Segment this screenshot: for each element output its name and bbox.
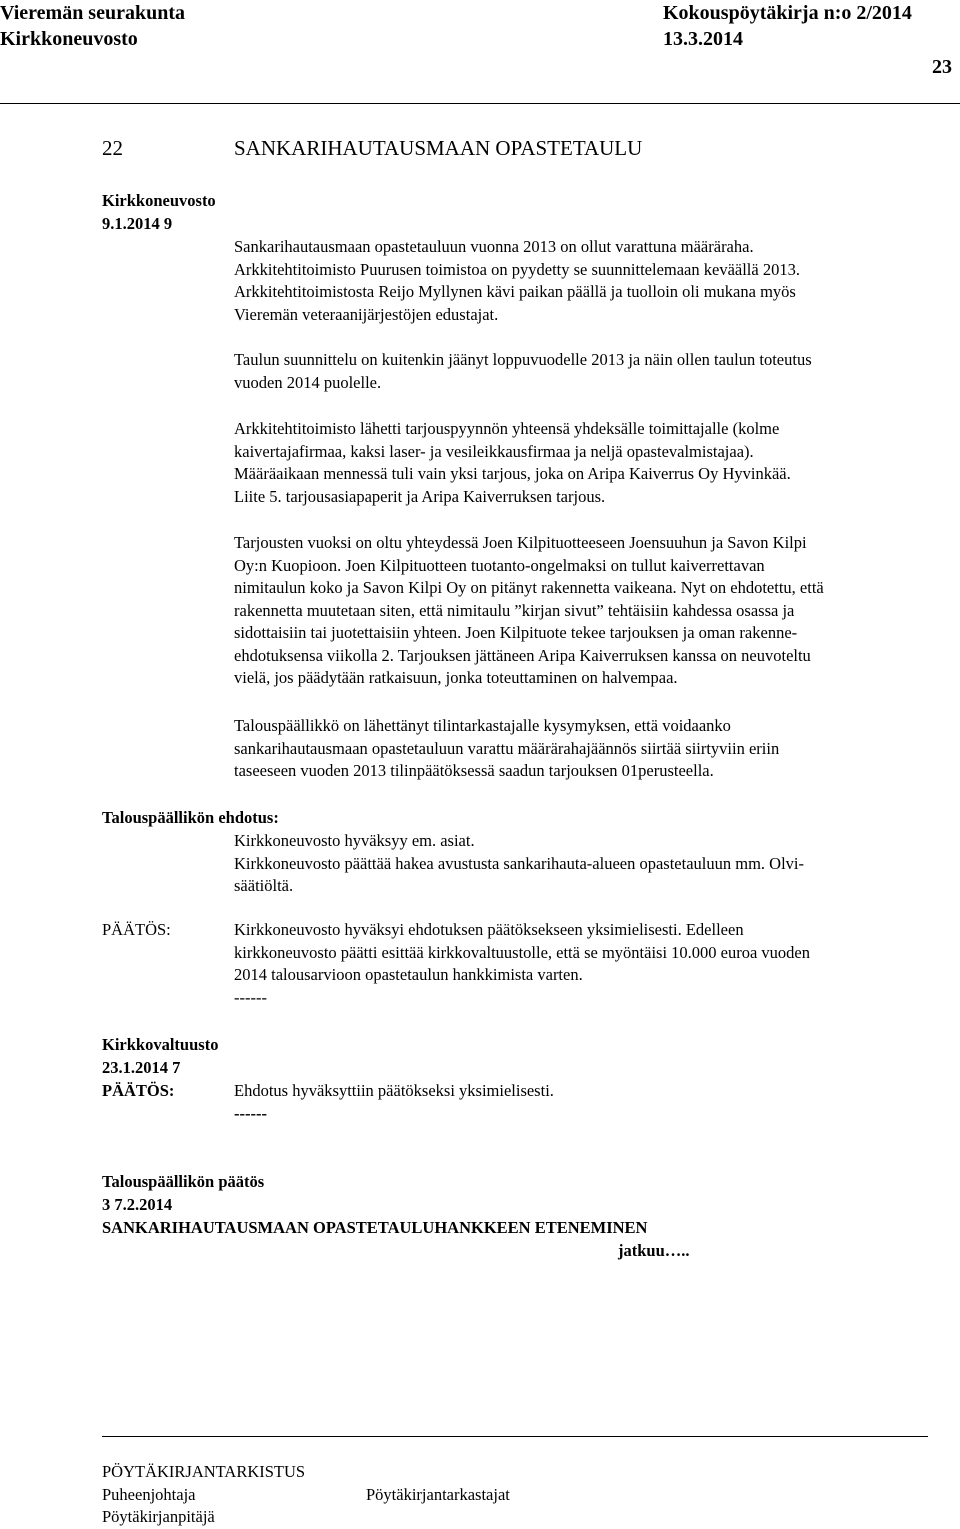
finance-ref: 3 7.2.2014	[102, 1195, 173, 1214]
text-line: nimitaulun koko ja Savon Kilpi Oy on pitänyt rakennetta vaikeana. Nyt on ehdotettu, että	[234, 578, 824, 597]
council-ref: 23.1.2014 7	[102, 1058, 181, 1077]
text-line: rakennetta muutetaan siten, että nimitaulu ”kirjan sivut” tehtäisiin kahdessa osassa ja	[234, 600, 795, 620]
text-line: säätiöltä.	[234, 876, 294, 895]
paragraph-2	[234, 349, 812, 394]
prior-ref: 9.1.2014 9	[102, 214, 173, 233]
text-line: Arkkitehtitoimistosta Reijo Myllynen kävi paikan päällä ja tuolloin oli mukana myös	[234, 282, 796, 301]
paragraph-1	[234, 236, 800, 326]
header-rule	[0, 103, 960, 104]
council-decision-label: PÄÄTÖS:	[102, 1081, 175, 1100]
text-line: Tarjousten vuoksi on oltu yhteydessä Joen Kilpituotteeseen Joensuuhun ja Savon Kilpi	[234, 533, 807, 552]
proposal-text	[234, 830, 804, 898]
council-dashes: ------	[234, 1104, 267, 1123]
page-number: 23	[932, 56, 952, 78]
prior-body: Kirkkoneuvosto	[102, 191, 216, 210]
text-line: Sankarihautausmaan opastetauluun vuonna 2013 on ollut varattuna määräraha.	[234, 237, 754, 256]
text-line: Talouspäällikkö on lähettänyt tilintarkastajalle kysymyksen, että voidaanko	[234, 716, 731, 735]
text-line: kirkkoneuvosto päätti esittää kirkkovaltuustolle, että se myöntäisi 10.000 euroa vuoden	[234, 942, 811, 962]
council-decision-text: Ehdotus hyväksyttiin päätökseksi yksimielisesti.	[234, 1081, 554, 1100]
footer-rule	[102, 1436, 928, 1437]
text-line: Liite 5. tarjousasiapaperit ja Aripa Kaiverruksen tarjous.	[234, 486, 606, 506]
text-line: Kirkkoneuvosto hyväksyy em. asiat.	[234, 831, 475, 850]
decision-label: PÄÄTÖS:	[102, 920, 171, 939]
paragraph-4	[234, 532, 824, 690]
text-line: vuoden 2014 puolelle.	[234, 372, 382, 392]
text-line: vielä, jos päädytään ratkaisuun, jonka toteuttaminen on halvempaa.	[234, 668, 678, 687]
text-line: taseeseen vuoden 2013 tilinpäätöksessä saadun tarjouksen 01perusteella.	[234, 761, 714, 780]
text-line: ehdotuksensa viikolla 2. Tarjouksen jättäneen Aripa Kaiverruksen kanssa on neuvoteltu	[234, 645, 811, 665]
finance-label: Talouspäällikön päätös	[102, 1172, 265, 1191]
text-line: Määräaikaan mennessä tuli vain yksi tarjous, joka on Aripa Kaiverrus Oy Hyvinkää.	[234, 464, 791, 483]
text-line: Kirkkoneuvosto päättää hakea avustusta sankarihauta-alueen opastetauluun mm. Olvi-	[234, 853, 804, 873]
text-line: Kirkkoneuvosto hyväksyi ehdotuksen päätöksekseen yksimielisesti. Edelleen	[234, 920, 744, 939]
text-line: kaivertajafirmaa, kaksi laser- ja vesileikkausfirmaa ja neljä opastevalmistajaa).	[234, 441, 754, 461]
section-number: 22	[102, 136, 123, 160]
paragraph-3	[234, 418, 791, 508]
text-line: ------	[234, 987, 267, 1007]
continues-note: jatkuu…..	[618, 1241, 690, 1260]
meeting-date: 13.3.2014	[663, 28, 743, 50]
paragraph-5	[234, 715, 779, 783]
proposal-label: Talouspäällikön ehdotus:	[102, 808, 279, 827]
section-symbol	[123, 136, 128, 160]
footer-heading: PÖYTÄKIRJANTARKISTUS	[102, 1462, 306, 1481]
text-line: 2014 talousarvioon opastetaulun hankkimista varten.	[234, 965, 583, 984]
text-line: sidottaisiin tai juotettaisiin yhteen. Joen Kilpituote tekee tarjouksen ja oman rakenne-	[234, 623, 798, 642]
text-line: Arkkitehtitoimisto Puurusen toimistoa on pyydetty se suunnittelemaan keväällä 2013.	[234, 259, 800, 279]
text-line: Oy:n Kuopioon. Joen Kilpituotteen tuotanto-ongelmaksi on tullut kaiverrettavan	[234, 555, 765, 575]
text-line: Vieremän veteraanijärjestöjen edustajat.	[234, 304, 499, 324]
section-title: SANKARIHAUTAUSMAAN OPASTETAULU	[234, 136, 643, 160]
secretary-label: Pöytäkirjanpitäjä	[102, 1507, 215, 1526]
finance-title: SANKARIHAUTAUSMAAN OPASTETAULUHANKKEEN ETENEMINEN	[102, 1218, 648, 1237]
text-line: sankarihautausmaan opastetauluun varattu määrärahajäännös siirtää siirtyviin eriin	[234, 738, 780, 758]
text-line: Taulun suunnittelu on kuitenkin jäänyt loppuvuodelle 2013 ja näin ollen taulun toteutus	[234, 350, 812, 369]
org-name: Vieremän seurakunta	[0, 2, 185, 24]
chair-label: Puheenjohtaja	[102, 1485, 196, 1504]
council-body: Kirkkovaltuusto	[102, 1035, 219, 1054]
decision-text	[234, 919, 810, 1009]
meeting-body: Kirkkoneuvosto	[0, 28, 138, 50]
section-heading	[102, 136, 128, 161]
checkers-label: Pöytäkirjantarkastajat	[366, 1485, 510, 1504]
text-line: Arkkitehtitoimisto lähetti tarjouspyynnön yhteensä yhdeksälle toimittajalle (kolme	[234, 419, 780, 438]
document-number: Kokouspöytäkirja n:o 2/2014	[663, 2, 912, 24]
